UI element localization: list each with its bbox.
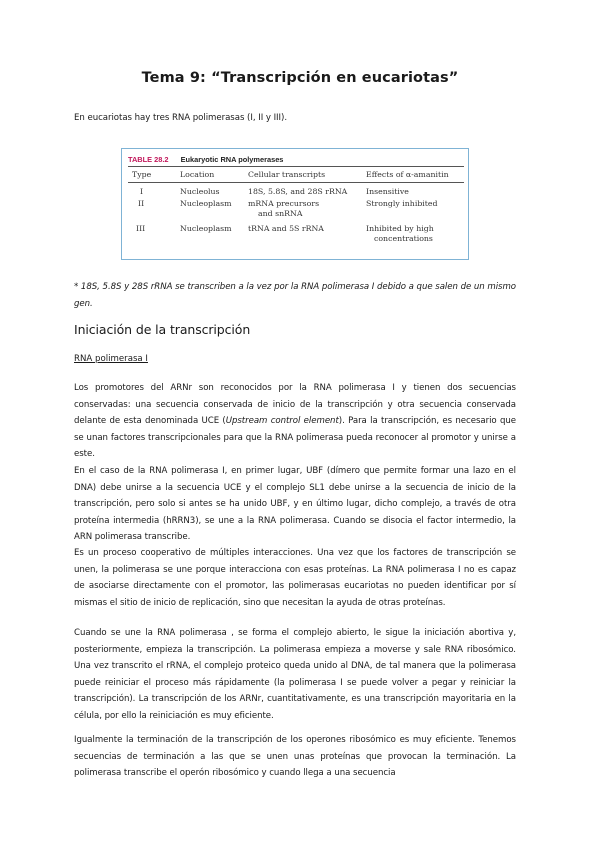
table-cell-effect: Strongly inhibited bbox=[366, 199, 438, 208]
table-cell-location: Nucleoplasm bbox=[180, 199, 232, 208]
table-header-effects: Effects of α-amanitin bbox=[366, 170, 449, 179]
table-cell-transcripts: 18S, 5.8S, and 28S rRNA bbox=[248, 187, 348, 196]
footnote: * 18S, 5.8S y 28S rRNA se transcriben a la vez por la RNA polimerasa I debido a que salen de un mismo gen. bbox=[74, 282, 516, 309]
table-cell-effect-cont: concentrations bbox=[374, 234, 433, 243]
table-header-type: Type bbox=[132, 170, 152, 179]
table-header-rule bbox=[128, 182, 464, 183]
table-title: Eukaryotic RNA polymerases bbox=[180, 155, 284, 164]
table-label: TABLE 28.2 bbox=[128, 155, 169, 164]
paragraph-polymerase-i: En el caso de la RNA polimerasa I, en primer lugar, UBF (dímero que permite formar una lazo en el DNA) debe unirse a la secuencia UCE y el complejo SL1 debe unirse a la secuencia de inicio de la transcripción, pero solo si antes se ha unido UBF, y en último lugar, dicho complejo, a través de otra proteína intermedia (hRRN3), se une a la RNA polimerasa. Cuando se disocia el factor intermedio, la ARN polimerasa transcribe. bbox=[74, 466, 516, 543]
paragraph-text: ). Para la transcripción, es necesario que se unan factores transcripcionales para que la RNA polimerasa pueda reconocer al promotor y unirse a este. bbox=[74, 416, 516, 460]
rna-polymerase-table bbox=[121, 148, 469, 260]
table-cell-location: Nucleoplasm bbox=[180, 224, 232, 233]
intro-paragraph: En eucariotas hay tres RNA polimerasas (I, II y III). bbox=[74, 113, 288, 123]
table-top-rule bbox=[128, 166, 464, 167]
paragraph-text: Los promotores del ARNr son reconocidos por la RNA polimerasa I y tienen dos secuencias conservadas: una secuencia conservada de inicio de la transcripción y otra secuencia conservada delante de esta denominada UCE ( bbox=[74, 383, 516, 427]
table-caption bbox=[128, 155, 283, 164]
subheading: RNA polimerasa I bbox=[74, 354, 148, 364]
table-cell-transcripts-cont: and snRNA bbox=[258, 209, 303, 218]
table-cell-transcripts: tRNA and 5S rRNA bbox=[248, 224, 324, 233]
paragraph-cooperative: Es un proceso cooperativo de múltiples interacciones. Una vez que los factores de transcripción se unen, la polimerasa se une porque interacciona con esas proteínas. La RNA polimerasa I no es capaz de asociarse directamente con el promotor, las polimerasas eucariotas no pueden identificar por sí mismas el sitio de inicio de replicación, sino que necesitan la ayuda de otras proteínas. bbox=[74, 548, 516, 608]
table-cell-type: II bbox=[138, 199, 145, 208]
page-title: Tema 9: “Transcripción en eucariotas” bbox=[141, 70, 459, 86]
table-cell-effect: Insensitive bbox=[366, 187, 409, 196]
section-heading: Iniciación de la transcripción bbox=[74, 322, 251, 337]
paragraph-open-complex: Cuando se une la RNA polimerasa , se forma el complejo abierto, le sigue la iniciación abortiva y, posteriormente, empieza la transcripción. La polimerasa empieza a moverse y sale RNA ribosómico. Una vez transcrito el rRNA, el complejo proteico queda unido al DNA, de tal manera que la polimerasa puede reiniciar el proceso más rápidamente (la polimerasa I se puede volver a pegar y reiniciar la transcripción). La transcripción de los ARNr, cuantitativamente, es una transcripción mayoritaria en la célula, por ello la reiniciación es muy eficiente. bbox=[74, 628, 516, 721]
paragraph-promoters bbox=[74, 380, 516, 463]
table-header-transcripts: Cellular transcripts bbox=[248, 170, 326, 179]
table-cell-location: Nucleolus bbox=[180, 187, 220, 196]
table-cell-type: I bbox=[140, 187, 144, 196]
table-cell-transcripts: mRNA precursors bbox=[248, 199, 320, 208]
paragraph-termination: Igualmente la terminación de la transcripción de los operones ribosómico es muy eficiente. Tenemos secuencias de terminación a las que se unen unas proteínas que provocan la terminación. La polimerasa transcribe el operón ribosómico y cuando llega a una secuencia bbox=[74, 735, 516, 779]
table-cell-effect: Inhibited by high bbox=[366, 224, 434, 233]
emphasis-text: Upstream control element bbox=[225, 416, 339, 427]
table-cell-type: III bbox=[136, 224, 146, 233]
table-header-location: Location bbox=[180, 170, 215, 179]
